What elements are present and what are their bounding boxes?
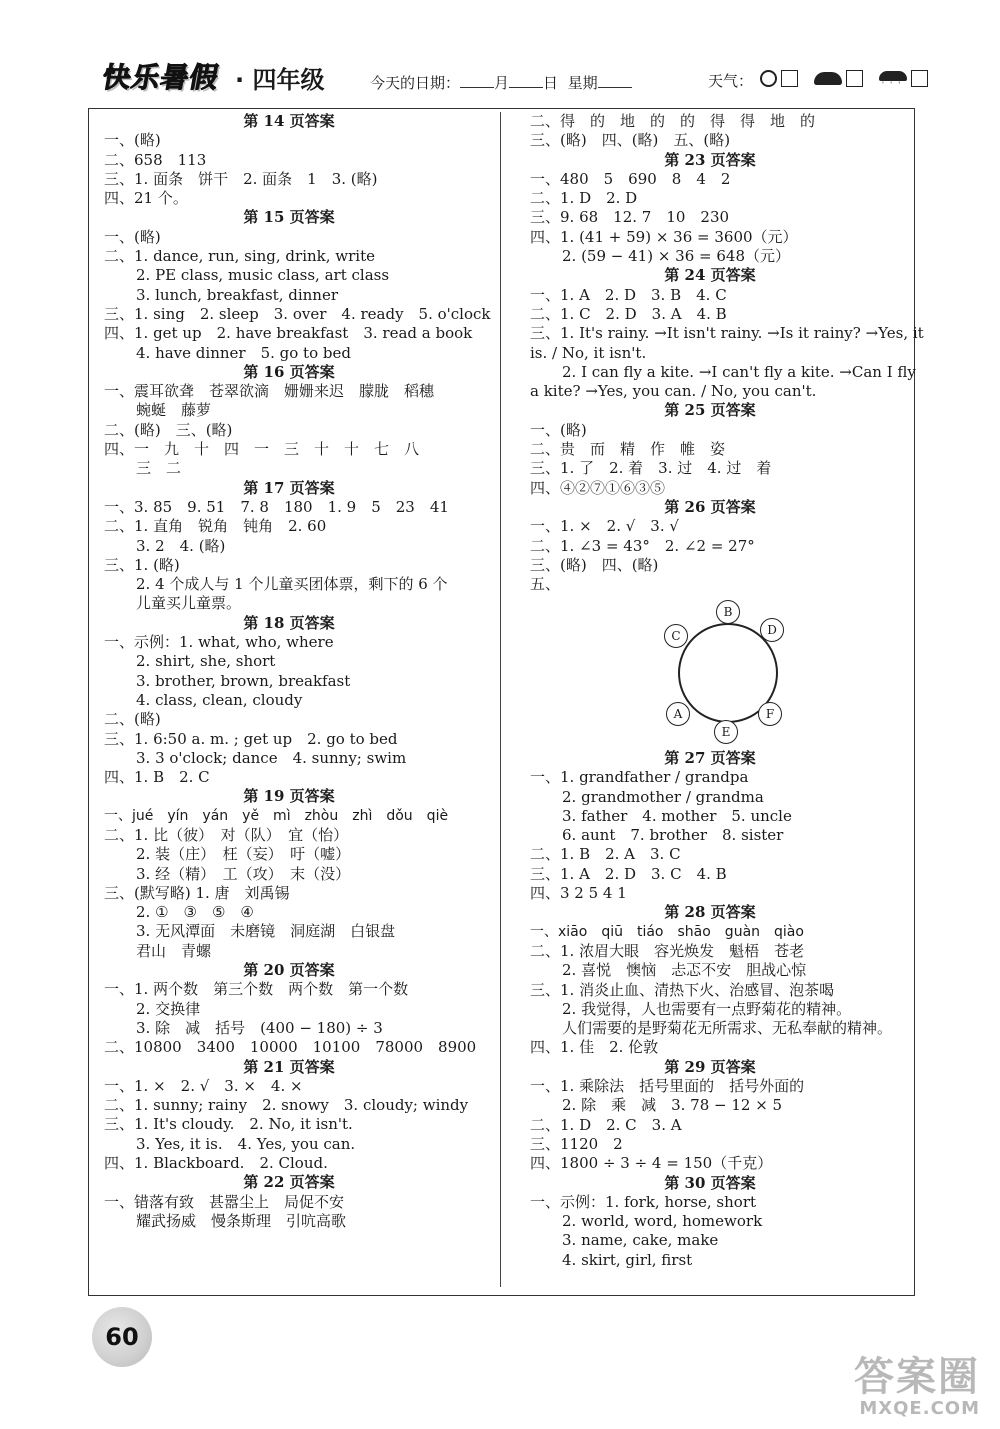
answer-line: 一、1. 乘除法 括号里面的 括号外面的 bbox=[530, 1077, 805, 1096]
section-heading: 第 20 页答案 bbox=[243, 961, 335, 980]
answer-line: 2. I can fly a kite. →I can't fly a kite. →Can I fly bbox=[562, 362, 916, 381]
sun-icon bbox=[760, 70, 777, 87]
answer-line: 一、1. × 2. √ 3. × 4. × bbox=[104, 1076, 303, 1095]
section-heading: 第 17 页答案 bbox=[243, 478, 335, 497]
section-heading: 第 28 页答案 bbox=[664, 903, 756, 922]
date-label: 今天的日期： bbox=[370, 74, 461, 92]
answer-line: 3. 2 4. (略) bbox=[136, 536, 226, 555]
answer-line: 君山 青螺 bbox=[136, 941, 212, 960]
answer-line: 四、1. 佳 2. 伦敦 bbox=[530, 1038, 659, 1057]
diagram-label-c: C bbox=[664, 624, 688, 648]
answer-line: 三、1. 消炎止血、清热下火、治感冒、泡茶喝 bbox=[530, 980, 835, 999]
answer-line: 2. (59 − 41) × 36 = 648（元） bbox=[562, 247, 790, 266]
answer-line: 一、1. 两个数 第三个数 两个数 第一个数 bbox=[104, 980, 409, 999]
answer-line: 二、10800 3400 10000 10100 78000 8900 bbox=[104, 1038, 477, 1057]
section-heading: 第 14 页答案 bbox=[243, 112, 335, 130]
answer-line: 二、1. sunny; rainy 2. snowy 3. cloudy; windy bbox=[104, 1096, 469, 1115]
answer-line: 三、1. 面条 饼干 2. 面条 1 3. (略) bbox=[104, 169, 378, 188]
section-heading: 第 27 页答案 bbox=[664, 749, 756, 767]
answer-line: 2. 我觉得，人也需要有一点野菊花的精神。 bbox=[562, 999, 852, 1018]
answer-line: 二、1. ∠3 = 43° 2. ∠2 = 27° bbox=[530, 536, 755, 555]
answer-line: 三、1. sing 2. sleep 3. over 4. ready 5. o'clock bbox=[104, 304, 491, 323]
answer-line: 2. shirt, she, short bbox=[136, 652, 276, 671]
answer-line: 三、(默写略) 1. 唐 刘禹锡 bbox=[104, 883, 290, 902]
weekday-label: 星期 bbox=[567, 74, 598, 92]
answer-line: 3. 除 减 括号 (400 − 180) ÷ 3 bbox=[136, 1018, 383, 1037]
cloudy-checkbox bbox=[846, 70, 863, 87]
answer-line: 3. 3 o'clock; dance 4. sunny; swim bbox=[136, 748, 407, 767]
diagram-label-a: A bbox=[666, 702, 690, 726]
watermark-title: 答案圈 bbox=[854, 1354, 980, 1400]
section-heading: 第 16 页答案 bbox=[243, 362, 335, 381]
answer-line: 一、3. 85 9. 51 7. 8 180 1. 9 5 23 41 bbox=[104, 497, 449, 516]
book-logo: 快乐暑假 bbox=[99, 61, 222, 94]
answer-line: 二、1. B 2. A 3. C bbox=[530, 845, 681, 864]
answer-line: 二、1. D 2. D bbox=[530, 189, 638, 208]
watermark bbox=[854, 1345, 980, 1419]
rainy-checkbox bbox=[911, 70, 928, 87]
answer-line: 四、1800 ÷ 3 ÷ 4 = 150（千克） bbox=[530, 1154, 773, 1173]
section-heading: 第 29 页答案 bbox=[664, 1057, 756, 1076]
answer-line: 三、1. (略) bbox=[104, 555, 180, 574]
diagram-label-e: E bbox=[714, 720, 738, 744]
answer-line: 一、jué yín yán yě mì zhòu zhì dǒu qiè bbox=[104, 807, 449, 824]
answer-line: 一、错落有致 甚嚣尘上 局促不安 bbox=[104, 1192, 345, 1211]
answer-line: 二、1. C 2. D 3. A 4. B bbox=[530, 304, 727, 323]
page-number: 60 bbox=[92, 1307, 152, 1367]
answer-line: 三、1. It's rainy. →It isn't rainy. →Is it rainy? →Yes, it bbox=[530, 324, 924, 343]
rain-icon: ' ' ' bbox=[879, 71, 907, 87]
answer-line: 三、1120 2 bbox=[530, 1134, 623, 1153]
answer-line: 二、1. D 2. C 3. A bbox=[530, 1115, 682, 1134]
answer-line: 五、 bbox=[530, 575, 561, 594]
weekday-blank bbox=[598, 75, 632, 88]
circle-seating-diagram bbox=[660, 598, 790, 746]
answer-line: a kite? →Yes, you can. / No, you can't. bbox=[530, 382, 817, 401]
diagram-label-f: F bbox=[758, 702, 782, 726]
answer-line: 2. 4 个成人与 1 个儿童买团体票，剩下的 6 个 bbox=[136, 575, 448, 594]
answer-line: 2. world, word, homework bbox=[562, 1212, 763, 1231]
answer-line: 4. have dinner 5. go to bed bbox=[136, 343, 351, 362]
page-header bbox=[95, 50, 925, 96]
answer-line: is. / No, it isn't. bbox=[530, 343, 647, 362]
right-column-bottom bbox=[530, 749, 915, 1270]
section-heading: 第 22 页答案 bbox=[243, 1173, 335, 1192]
answer-line: 二、1. 直角 锐角 钝角 2. 60 bbox=[104, 517, 327, 536]
section-heading: 第 26 页答案 bbox=[664, 497, 756, 516]
section-heading: 第 23 页答案 bbox=[664, 150, 756, 169]
answer-line: 人们需要的是野菊花无所需求、无私奉献的精神。 bbox=[562, 1019, 893, 1038]
answer-line: 3. 经（精） 工（攻） 末（没） bbox=[136, 864, 351, 883]
answer-line: 二、1. 浓眉大眼 容光焕发 魁梧 苍老 bbox=[530, 941, 805, 960]
answer-line: 三、1. 6:50 a. m. ; get up 2. go to bed bbox=[104, 729, 398, 748]
answer-line: 三、1. 了 2. 着 3. 过 4. 过 着 bbox=[530, 459, 772, 478]
section-heading: 第 30 页答案 bbox=[664, 1173, 756, 1192]
answer-line: 一、(略) bbox=[530, 420, 587, 439]
answer-line: 一、1. × 2. √ 3. √ bbox=[530, 517, 679, 536]
answer-line: 耀武扬威 慢条斯理 引吭高歌 bbox=[136, 1211, 347, 1230]
section-heading: 第 21 页答案 bbox=[243, 1057, 335, 1076]
answer-line: 3. name, cake, make bbox=[562, 1231, 719, 1250]
answer-line: 四、④②⑦①⑥③⑤ bbox=[530, 478, 666, 497]
answer-line: 2. 喜悦 懊恼 忐忑不安 胆战心惊 bbox=[562, 961, 807, 980]
grade-label: · 四年级 bbox=[235, 66, 325, 94]
answer-line: 四、一 九 十 四 一 三 十 十 七 八 bbox=[104, 440, 420, 459]
section-heading: 第 19 页答案 bbox=[243, 787, 335, 806]
day-label: 日 bbox=[543, 74, 559, 92]
answer-line: 儿童买儿童票。 bbox=[136, 594, 242, 613]
answer-line: 2. PE class, music class, art class bbox=[136, 266, 390, 285]
answer-line: 三 二 bbox=[136, 459, 182, 478]
weather-label: 天气： bbox=[708, 72, 754, 90]
weather-options bbox=[760, 70, 940, 87]
answer-line: 2. 装（庄） 枉（妄） 吁（嘘） bbox=[136, 845, 351, 864]
diagram-label-b: B bbox=[716, 600, 740, 624]
answer-line: 一、(略) bbox=[104, 131, 161, 150]
answer-line: 三、9. 68 12. 7 10 230 bbox=[530, 208, 730, 227]
answer-line: 一、xiāo qiū tiáo shāo guàn qiào bbox=[530, 923, 804, 940]
section-heading: 第 18 页答案 bbox=[243, 613, 335, 632]
right-column-top bbox=[530, 112, 924, 594]
cloud-icon bbox=[814, 72, 842, 85]
answer-line: 四、1. (41 + 59) × 36 = 3600（元） bbox=[530, 227, 798, 246]
answer-line: 二、(略) 三、(略) bbox=[104, 420, 233, 439]
section-heading: 第 24 页答案 bbox=[664, 266, 756, 285]
answer-line: 一、1. grandfather / grandpa bbox=[530, 768, 749, 787]
answer-line: 四、1. get up 2. have breakfast 3. read a book bbox=[104, 324, 473, 343]
answer-line: 四、1. Blackboard. 2. Cloud. bbox=[104, 1154, 328, 1173]
answer-line: 2. ① ③ ⑤ ④ bbox=[136, 903, 254, 922]
answer-line: 一、示例：1. fork, horse, short bbox=[530, 1192, 757, 1211]
answer-line: 三、(略) 四、(略) 五、(略) bbox=[530, 131, 731, 150]
column-divider bbox=[500, 112, 501, 1287]
answer-line: 二、得 的 地 的 的 得 得 地 的 bbox=[530, 112, 816, 130]
answer-line: 2. 除 乘 减 3. 78 − 12 × 5 bbox=[562, 1096, 783, 1115]
answer-line: 3. brother, brown, breakfast bbox=[136, 671, 351, 690]
answer-line: 二、1. 比（彼） 对（队） 宜（怡） bbox=[104, 825, 349, 844]
answer-line: 2. grandmother / grandma bbox=[562, 787, 764, 806]
section-heading: 第 25 页答案 bbox=[664, 401, 756, 420]
answer-line: 3. 无风潭面 未磨镜 洞庭湖 白银盘 bbox=[136, 922, 396, 941]
answer-line: 四、21 个。 bbox=[104, 189, 188, 208]
answer-line: 二、(略) bbox=[104, 710, 161, 729]
answer-line: 蜿蜒 藤萝 bbox=[136, 401, 212, 420]
answer-line: 一、震耳欲聋 苍翠欲滴 姗姗来迟 朦胧 稻穗 bbox=[104, 382, 435, 401]
month-blank bbox=[460, 75, 494, 88]
answer-line: 6. aunt 7. brother 8. sister bbox=[562, 826, 784, 845]
watermark-url: MXQE.COM bbox=[859, 1398, 980, 1419]
answer-line: 二、1. dance, run, sing, drink, write bbox=[104, 247, 375, 266]
sunny-checkbox bbox=[781, 70, 798, 87]
answer-line: 一、480 5 690 8 4 2 bbox=[530, 169, 731, 188]
diagram-label-d: D bbox=[760, 618, 784, 642]
answer-line: 一、示例：1. what, who, where bbox=[104, 633, 334, 652]
answer-line: 4. skirt, girl, first bbox=[562, 1250, 693, 1269]
day-blank bbox=[509, 75, 543, 88]
answer-line: 3. lunch, breakfast, dinner bbox=[136, 285, 339, 304]
answer-line: 一、1. A 2. D 3. B 4. C bbox=[530, 285, 727, 304]
answer-line: 四、3 2 5 4 1 bbox=[530, 884, 627, 903]
left-column bbox=[104, 112, 494, 1231]
answer-line: 三、(略) 四、(略) bbox=[530, 555, 659, 574]
answer-line: 一、(略) bbox=[104, 227, 161, 246]
answer-line: 4. class, clean, cloudy bbox=[136, 690, 303, 709]
answer-line: 二、658 113 bbox=[104, 150, 207, 169]
answer-line: 四、1. B 2. C bbox=[104, 768, 210, 787]
section-heading: 第 15 页答案 bbox=[243, 208, 335, 227]
answer-line: 二、贵 而 精 作 帷 姿 bbox=[530, 440, 726, 459]
answer-line: 三、1. A 2. D 3. C 4. B bbox=[530, 864, 727, 883]
answer-line: 2. 交换律 bbox=[136, 999, 201, 1018]
answer-line: 三、1. It's cloudy. 2. No, it isn't. bbox=[104, 1115, 353, 1134]
month-label: 月 bbox=[494, 74, 510, 92]
answer-line: 3. Yes, it is. 4. Yes, you can. bbox=[136, 1134, 356, 1153]
date-field bbox=[370, 72, 632, 93]
answer-line: 3. father 4. mother 5. uncle bbox=[562, 806, 792, 825]
